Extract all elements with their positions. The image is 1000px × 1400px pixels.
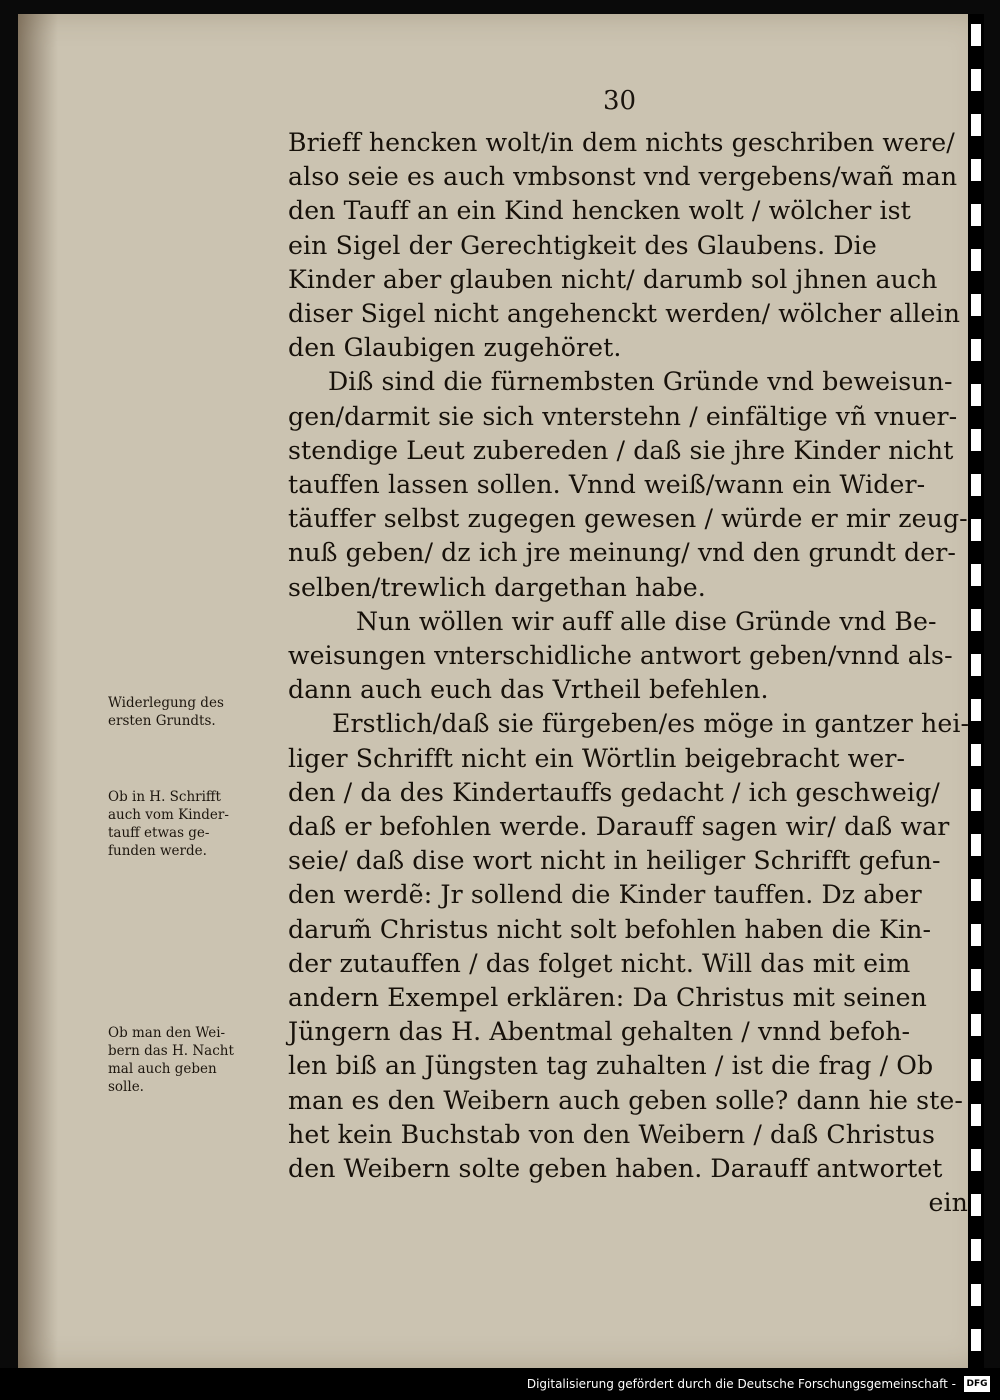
text-line: man es den Weibern auch geben solle? dann hie ste-	[288, 1085, 964, 1115]
marginal-note-line: funden werde.	[108, 843, 207, 859]
marginal-note-line: Ob man den Wei-	[108, 1025, 226, 1041]
ruler-stripe	[971, 924, 981, 946]
text-line: Kinder aber glauben nicht/ darumb sol jhnen auch	[288, 264, 938, 294]
text-line: darum̃ Christus nicht solt befohlen haben die Kin-	[288, 914, 932, 944]
footer-bar	[0, 1368, 1000, 1400]
scanned-page	[18, 14, 984, 1368]
text-line: täuffer selbst zugegen gewesen / würde er mir zeug-	[288, 504, 968, 534]
ruler-stripe	[971, 609, 981, 631]
text-line: stendige Leut zubereden / daß sie jhre Kinder nicht	[288, 435, 954, 465]
text-line: Brieff hencken wolt/in dem nichts geschriben were/	[288, 128, 955, 157]
text-line: der zutauffen / das folget nicht. Will das mit eim	[288, 948, 911, 978]
ruler-stripe	[971, 744, 981, 766]
catchword: ein	[928, 1188, 968, 1218]
ruler-stripe	[971, 474, 981, 496]
ruler-stripe	[971, 879, 981, 901]
text-line: den Glaubigen zugehöret.	[288, 333, 622, 363]
ruler-stripe	[971, 1104, 981, 1126]
text-line: weisungen vnterschidliche antwort geben/vnnd als-	[288, 641, 953, 671]
digitization-credit: Digitalisierung gefördert durch die Deutsche Forschungsgemeinschaft -	[526, 1377, 956, 1391]
ruler-stripe	[971, 834, 981, 856]
ruler-stripe	[971, 969, 981, 991]
text-line: selben/trewlich dargethan habe.	[288, 572, 706, 602]
ruler-stripe	[971, 24, 981, 46]
text-line: het kein Buchstab von den Weibern / daß Christus	[288, 1119, 935, 1149]
marginal-note-line: mal auch geben	[108, 1061, 217, 1077]
text-line: den / da des Kindertauffs gedacht / ich geschweig/	[288, 777, 940, 807]
marginal-note-line: solle.	[108, 1079, 144, 1095]
ruler-stripe	[971, 564, 981, 586]
ruler-stripe	[971, 1194, 981, 1216]
text-line: Jüngern das H. Abentmal gehalten / vnnd befoh-	[288, 1017, 911, 1047]
ruler-stripe	[971, 384, 981, 406]
ruler-stripe	[971, 1239, 981, 1261]
text-line: daß er befohlen werde. Darauff sagen wir/ daß war	[288, 812, 950, 842]
text-line: diser Sigel nicht angehenckt werden/ wölcher allein	[288, 299, 961, 329]
body-text	[288, 126, 968, 1221]
text-line: ein Sigel der Gerechtigkeit des Glaubens. Die	[288, 230, 877, 260]
marginal-note-line: bern das H. Nacht	[108, 1043, 234, 1059]
ruler-stripe	[971, 249, 981, 271]
text-line: den Tauff an ein Kind hencken wolt / wölcher ist	[288, 196, 911, 226]
text-line: nuß geben/ dz ich jre meinung/ vnd den grundt der-	[288, 538, 957, 568]
text-line: gen/darmit sie sich vnterstehn / einfältige vñ vnuer-	[288, 401, 958, 431]
text-line: den werdẽ: Jr sollend die Kinder tauffen. Dz aber	[288, 880, 922, 910]
marginal-note	[108, 694, 308, 730]
ruler-stripe	[971, 699, 981, 721]
marginal-note	[108, 1024, 308, 1096]
scan-ruler	[968, 14, 984, 1368]
text-line: dann auch euch das Vrtheil befehlen.	[288, 675, 769, 705]
text-line: seie/ daß dise wort nicht in heiliger Schrifft gefun-	[288, 846, 941, 876]
marginal-note-line: tauff etwas ge-	[108, 825, 210, 841]
ruler-stripe	[971, 114, 981, 136]
page-number: 30	[603, 86, 637, 116]
text-line: Erstlich/daß sie fürgeben/es möge in gantzer hei-	[332, 709, 970, 739]
text-line: tauffen lassen sollen. Vnnd weiß/wann ein Wider-	[288, 470, 926, 500]
text-line: liger Schrifft nicht ein Wörtlin beigebracht wer-	[288, 743, 906, 773]
ruler-stripe	[971, 519, 981, 541]
ruler-stripe	[971, 1014, 981, 1036]
ruler-stripe	[971, 789, 981, 811]
marginal-note-line: ersten Grundts.	[108, 713, 216, 729]
ruler-stripe	[971, 1284, 981, 1306]
marginal-note	[108, 788, 308, 860]
ruler-stripe	[971, 294, 981, 316]
text-line: den Weibern solte geben haben. Darauff antwortet	[288, 1154, 943, 1184]
marginal-note-line: auch vom Kinder-	[108, 807, 229, 823]
ruler-stripe	[971, 159, 981, 181]
text-line: andern Exempel erklären: Da Christus mit seinen	[288, 983, 927, 1013]
ruler-stripe	[971, 204, 981, 226]
ruler-stripe	[971, 1329, 981, 1351]
text-line: Diß sind die fürnembsten Gründe vnd beweisun-	[328, 367, 953, 397]
ruler-stripe	[971, 1059, 981, 1081]
text-line: also seie es auch vmbsonst vnd vergebens/wañ man	[288, 162, 958, 192]
ruler-stripe	[971, 1149, 981, 1171]
ruler-stripe	[971, 429, 981, 451]
marginal-note-line: Widerlegung des	[108, 695, 224, 711]
binding-gutter-shadow	[18, 14, 58, 1368]
ruler-stripe	[971, 339, 981, 361]
marginal-note-line: Ob in H. Schrifft	[108, 789, 221, 805]
ruler-stripe	[971, 69, 981, 91]
ruler-stripe	[971, 654, 981, 676]
text-line: len biß an Jüngsten tag zuhalten / ist die frag / Ob	[288, 1051, 934, 1081]
dfg-logo: DFG	[964, 1376, 990, 1392]
text-line: Nun wöllen wir auff alle dise Gründe vnd Be-	[356, 606, 937, 636]
